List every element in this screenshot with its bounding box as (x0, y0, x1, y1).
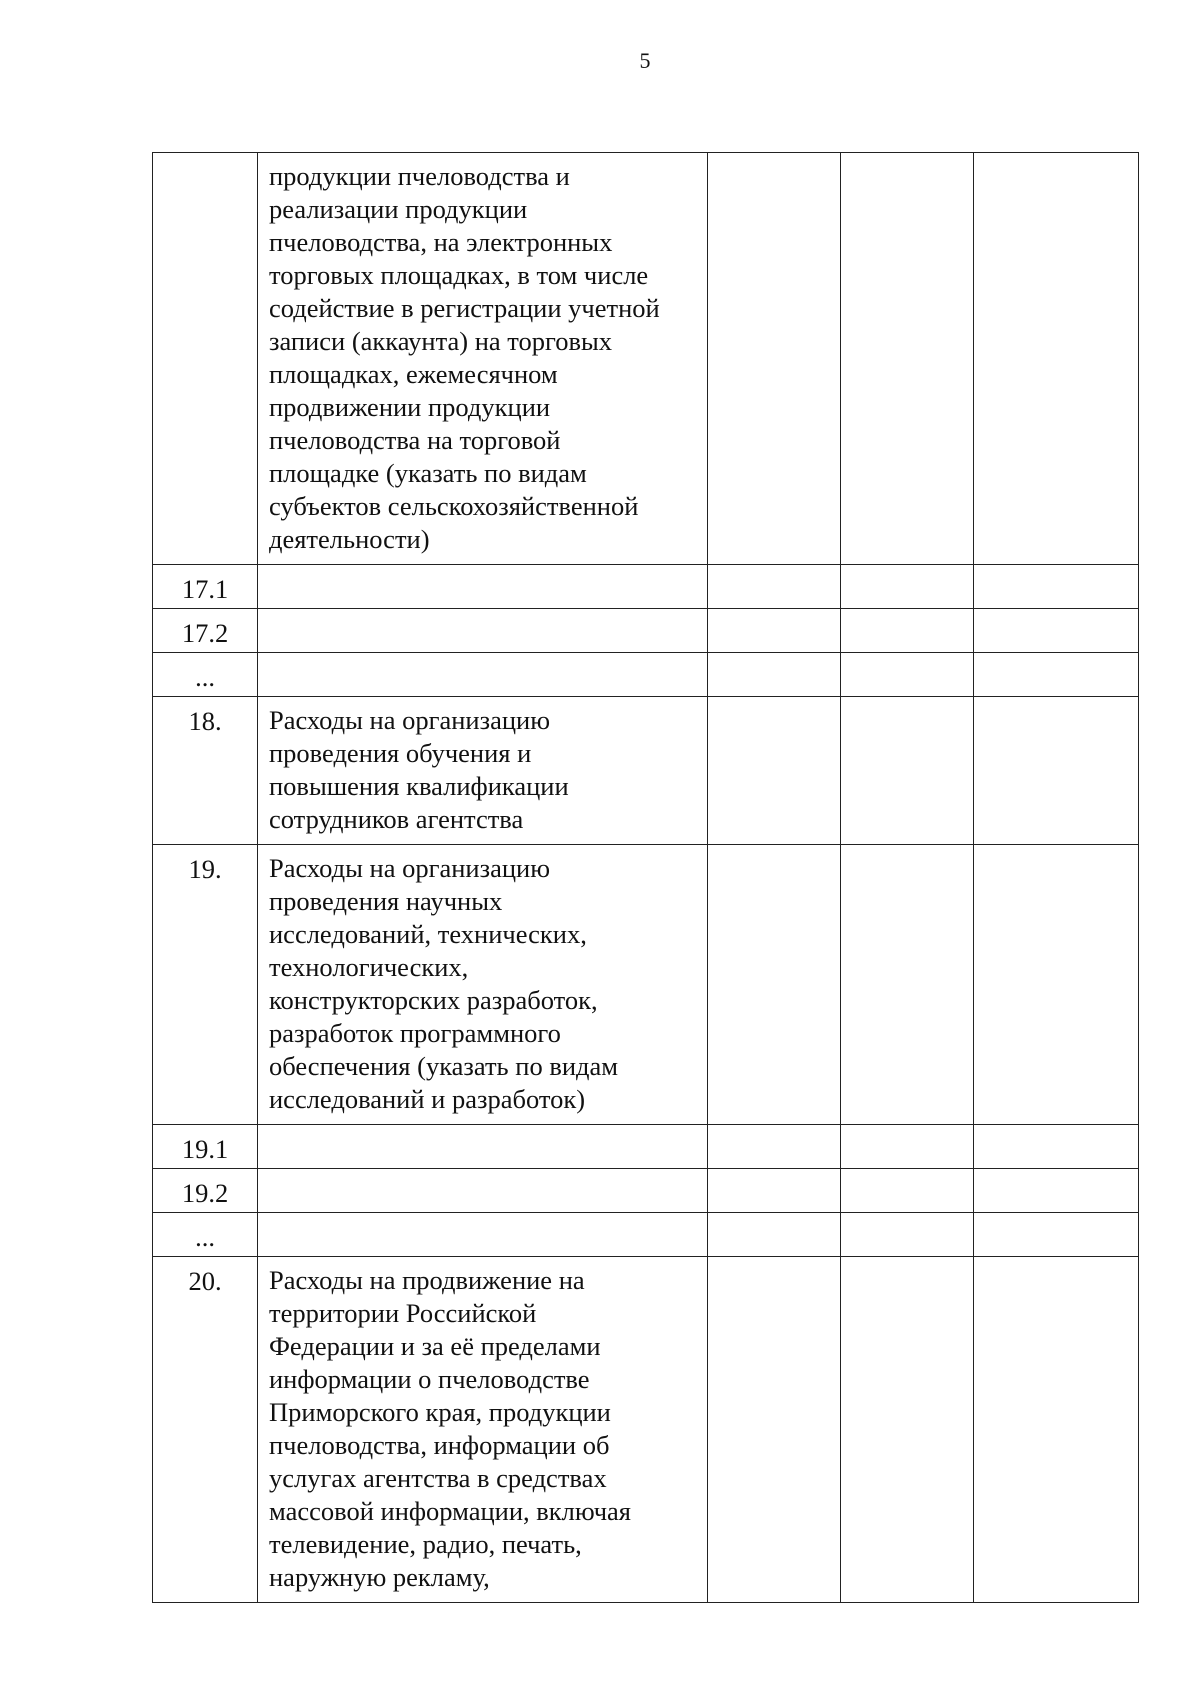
value-cell-3 (974, 845, 1139, 1125)
value-cell-3 (974, 1213, 1139, 1257)
value-cell-2 (841, 1125, 974, 1169)
value-cell-2 (841, 609, 974, 653)
table-row (153, 1125, 1139, 1169)
row-number-cell: 19. (153, 845, 258, 1125)
value-cell-2 (841, 1213, 974, 1257)
page-number: 5 (639, 48, 651, 73)
row-description-cell (258, 565, 708, 609)
value-cell-1 (708, 1169, 841, 1213)
row-number-cell: 19.2 (153, 1169, 258, 1213)
value-cell-2 (841, 153, 974, 565)
table-row (153, 1169, 1139, 1213)
value-cell-3 (974, 1169, 1139, 1213)
value-cell-3 (974, 153, 1139, 565)
row-description-cell (258, 1213, 708, 1257)
value-cell-3 (974, 653, 1139, 697)
table-row (153, 653, 1139, 697)
row-description-cell: продукции пчеловодства и реализации продукции пчеловодства, на электронных торговых площадках, в том числе содействие в регистрации учетной записи (аккаунта) на торговых площадках, ежемесячном продвижении продукции пчеловодства на торговой площадке (указать по видам субъектов сельскохозяйственной деятельности) (258, 153, 708, 565)
row-number-cell: 18. (153, 697, 258, 845)
expenses-table (152, 152, 1139, 1603)
table-row (153, 153, 1139, 565)
value-cell-3 (974, 1125, 1139, 1169)
value-cell-2 (841, 697, 974, 845)
value-cell-1 (708, 565, 841, 609)
row-number-cell: ... (153, 1213, 258, 1257)
value-cell-1 (708, 1257, 841, 1603)
table-row (153, 1213, 1139, 1257)
row-description-cell (258, 1169, 708, 1213)
row-number-cell: 19.1 (153, 1125, 258, 1169)
row-number-cell: 17.1 (153, 565, 258, 609)
row-description-cell (258, 1125, 708, 1169)
value-cell-1 (708, 653, 841, 697)
row-description-cell (258, 609, 708, 653)
value-cell-1 (708, 845, 841, 1125)
value-cell-1 (708, 609, 841, 653)
table-row (153, 845, 1139, 1125)
row-number-cell: 20. (153, 1257, 258, 1603)
value-cell-1 (708, 697, 841, 845)
value-cell-2 (841, 653, 974, 697)
value-cell-2 (841, 565, 974, 609)
table-row (153, 609, 1139, 653)
row-number-cell: 17.2 (153, 609, 258, 653)
row-description-cell: Расходы на организацию проведения обучения и повышения квалификации сотрудников агентства (258, 697, 708, 845)
row-description-cell: Расходы на продвижение на территории Российской Федерации и за её пределами информации о пчеловодстве Приморского края, продукции пчеловодства, информации об услугах агентства в средствах массовой информации, включая телевидение, радио, печать, наружную рекламу, (258, 1257, 708, 1603)
value-cell-1 (708, 1125, 841, 1169)
value-cell-1 (708, 1213, 841, 1257)
value-cell-2 (841, 1169, 974, 1213)
table-row (153, 565, 1139, 609)
row-description-cell (258, 653, 708, 697)
table-body (153, 153, 1139, 1603)
row-number-cell: ... (153, 653, 258, 697)
value-cell-2 (841, 845, 974, 1125)
table-row (153, 1257, 1139, 1603)
table-row (153, 697, 1139, 845)
value-cell-1 (708, 153, 841, 565)
value-cell-3 (974, 697, 1139, 845)
value-cell-3 (974, 1257, 1139, 1603)
value-cell-3 (974, 565, 1139, 609)
value-cell-3 (974, 609, 1139, 653)
value-cell-2 (841, 1257, 974, 1603)
row-description-cell: Расходы на организацию проведения научных исследований, технических, технологических, конструкторских разработок, разработок программного обеспечения (указать по видам исследований и разработок) (258, 845, 708, 1125)
row-number-cell (153, 153, 258, 565)
